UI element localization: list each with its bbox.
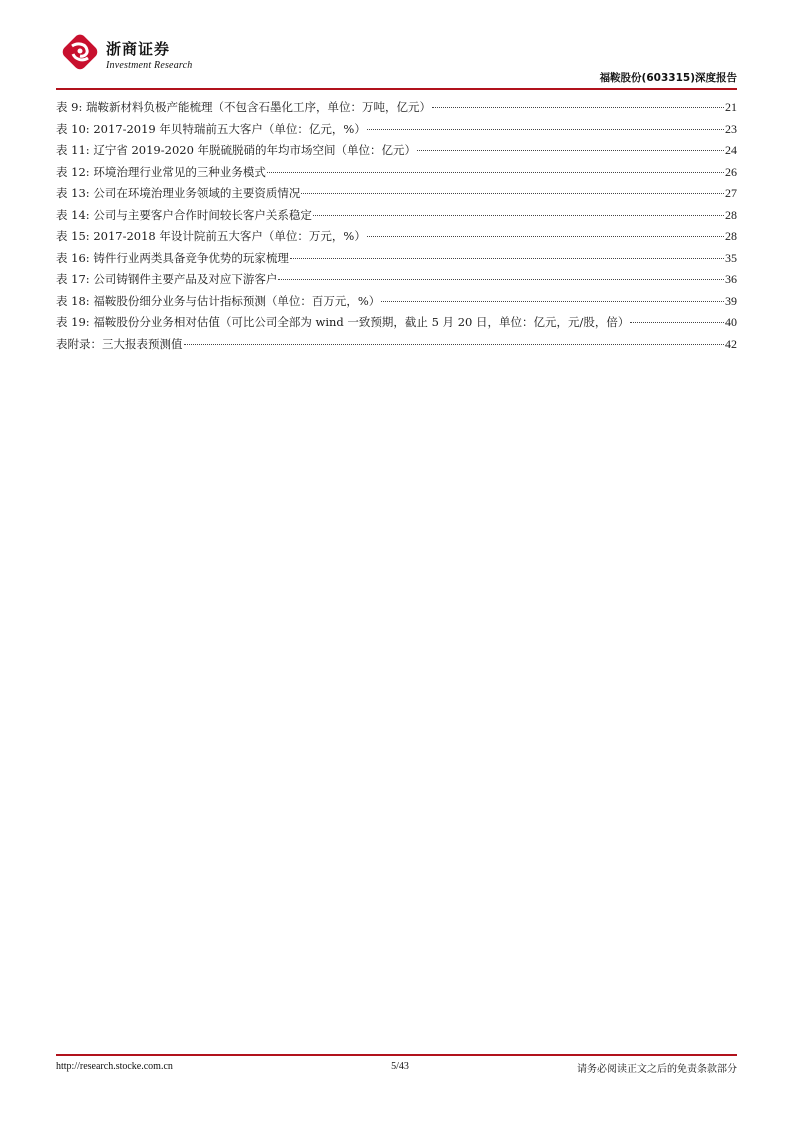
table-of-contents bbox=[56, 99, 737, 357]
toc-entry-label: 表 19: 福鞍股份分业务相对估值（可比公司全部为 wind 一致预期，截止 5 月 20 日，单位：亿元，元/股，倍） bbox=[56, 315, 630, 329]
toc-entry-label: 表 16: 铸件行业两类具备竞争优势的玩家梳理 bbox=[56, 250, 289, 265]
zheshang-logo-icon bbox=[60, 32, 100, 72]
toc-entry-page: 24 bbox=[725, 143, 737, 157]
toc-leader-dots bbox=[367, 129, 724, 130]
toc-entry[interactable] bbox=[56, 142, 737, 164]
toc-leader-dots bbox=[290, 258, 724, 259]
toc-leader-dots bbox=[278, 279, 724, 280]
toc-entry-page: 39 bbox=[725, 293, 737, 308]
toc-leader-dots bbox=[367, 236, 724, 237]
page-header bbox=[56, 32, 737, 90]
toc-entry-page: 42 bbox=[725, 336, 737, 351]
toc-entry[interactable] bbox=[56, 99, 737, 121]
toc-leader-dots bbox=[267, 172, 724, 173]
brand-name-cn: 浙商证券 bbox=[106, 40, 171, 58]
toc-entry-label: 表 11: 辽宁省 2019-2020 年脱硫脱硝的年均市场空间（单位：亿元） bbox=[56, 143, 417, 157]
toc-leader-dots bbox=[381, 301, 724, 302]
footer-url-link[interactable]: http://research.stocke.com.cn bbox=[56, 1061, 173, 1072]
toc-leader-dots bbox=[432, 107, 724, 108]
toc-entry[interactable] bbox=[56, 164, 737, 186]
header-divider bbox=[56, 88, 737, 90]
toc-entry[interactable] bbox=[56, 228, 737, 250]
toc-entry-label: 表 15: 2017-2018 年设计院前五大客户（单位：万元，%） bbox=[56, 229, 366, 243]
toc-entry-label: 表 10: 2017-2019 年贝特瑞前五大客户（单位：亿元，%） bbox=[56, 121, 366, 136]
toc-entry-page: 36 bbox=[725, 272, 737, 286]
toc-entry-label: 表附录：三大报表预测值 bbox=[56, 336, 183, 351]
toc-entry-page: 40 bbox=[725, 315, 737, 329]
toc-entry[interactable] bbox=[56, 250, 737, 272]
toc-entry-page: 26 bbox=[725, 164, 737, 179]
toc-leader-dots bbox=[630, 322, 724, 323]
toc-entry[interactable] bbox=[56, 121, 737, 143]
toc-entry[interactable] bbox=[56, 293, 737, 315]
toc-entry-label: 表 12: 环境治理行业常见的三种业务模式 bbox=[56, 164, 266, 179]
toc-entry[interactable] bbox=[56, 271, 737, 293]
toc-entry[interactable] bbox=[56, 207, 737, 229]
toc-entry[interactable] bbox=[56, 314, 737, 336]
report-title: 福鞍股份(603315)深度报告 bbox=[599, 72, 737, 84]
toc-entry[interactable] bbox=[56, 336, 737, 358]
toc-entry-label: 表 9: 瑞鞍新材料负极产能梳理（不包含石墨化工序，单位：万吨，亿元） bbox=[56, 100, 431, 114]
brand-name-en: Investment Research bbox=[106, 60, 193, 71]
footer-divider bbox=[56, 1054, 737, 1056]
toc-entry-page: 27 bbox=[725, 186, 737, 200]
toc-leader-dots bbox=[313, 215, 724, 216]
toc-entry-page: 23 bbox=[725, 121, 737, 136]
toc-leader-dots bbox=[184, 344, 725, 345]
footer-disclaimer-note: 请务必阅读正文之后的免责条款部分 bbox=[577, 1064, 737, 1075]
toc-entry-page: 21 bbox=[725, 100, 737, 114]
toc-entry-page: 28 bbox=[725, 229, 737, 243]
toc-entry-label: 表 14: 公司与主要客户合作时间较长客户关系稳定 bbox=[56, 207, 312, 222]
toc-entry-page: 35 bbox=[725, 250, 737, 265]
toc-leader-dots bbox=[417, 150, 724, 151]
toc-entry-label: 表 18: 福鞍股份细分业务与估计指标预测（单位：百万元，%） bbox=[56, 293, 381, 308]
toc-entry-label: 表 17: 公司铸钢件主要产品及对应下游客户 bbox=[56, 272, 278, 286]
toc-leader-dots bbox=[301, 193, 724, 194]
toc-entry[interactable] bbox=[56, 185, 737, 207]
toc-entry-label: 表 13: 公司在环境治理业务领域的主要资质情况 bbox=[56, 186, 301, 200]
footer-page-number: 5/43 bbox=[391, 1061, 409, 1072]
toc-entry-page: 28 bbox=[725, 207, 737, 222]
